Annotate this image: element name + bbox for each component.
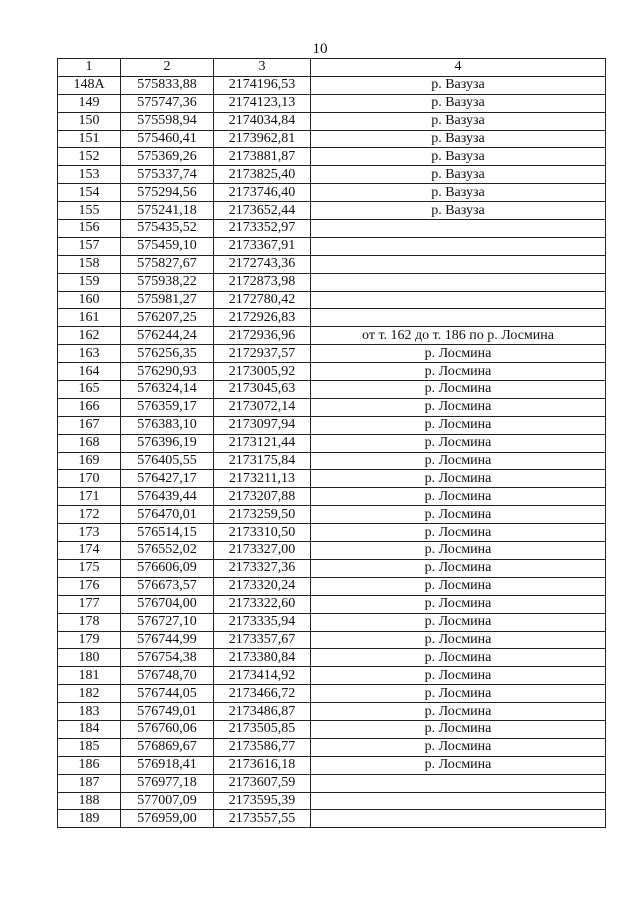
- table-row: [58, 649, 606, 667]
- y-coordinate-cell: 2173175,84: [214, 452, 311, 470]
- description-cell: р. Лосмина: [311, 595, 606, 613]
- x-coordinate-cell: 575459,10: [121, 237, 214, 255]
- table-row: [58, 452, 606, 470]
- y-coordinate-cell: 2173259,50: [214, 506, 311, 524]
- table-row: [58, 291, 606, 309]
- description-cell: р. Вазуза: [311, 94, 606, 112]
- y-coordinate-cell: 2173072,14: [214, 398, 311, 416]
- description-cell: [311, 273, 606, 291]
- x-coordinate-cell: 576760,06: [121, 720, 214, 738]
- x-coordinate-cell: 576383,10: [121, 416, 214, 434]
- point-number-cell: 161: [58, 309, 121, 327]
- table-header-row: [58, 59, 606, 77]
- x-coordinate-cell: 576754,38: [121, 649, 214, 667]
- y-coordinate-cell: 2173310,50: [214, 524, 311, 542]
- y-coordinate-cell: 2173595,39: [214, 792, 311, 810]
- point-number-cell: 149: [58, 94, 121, 112]
- x-coordinate-cell: 576869,67: [121, 738, 214, 756]
- table-row: [58, 148, 606, 166]
- point-number-cell: 154: [58, 184, 121, 202]
- table-row: [58, 756, 606, 774]
- description-cell: р. Лосмина: [311, 470, 606, 488]
- description-cell: р. Лосмина: [311, 756, 606, 774]
- x-coordinate-cell: 575981,27: [121, 291, 214, 309]
- description-cell: р. Вазуза: [311, 202, 606, 220]
- description-cell: р. Лосмина: [311, 345, 606, 363]
- y-coordinate-cell: 2172780,42: [214, 291, 311, 309]
- x-coordinate-cell: 575337,74: [121, 166, 214, 184]
- description-cell: р. Лосмина: [311, 452, 606, 470]
- y-coordinate-cell: 2173121,44: [214, 434, 311, 452]
- table-row: [58, 112, 606, 130]
- y-coordinate-cell: 2173380,84: [214, 649, 311, 667]
- point-number-cell: 189: [58, 810, 121, 828]
- y-coordinate-cell: 2173557,55: [214, 810, 311, 828]
- y-coordinate-cell: 2173486,87: [214, 703, 311, 721]
- header-y-coordinate: 3: [214, 59, 311, 77]
- y-coordinate-cell: 2172743,36: [214, 255, 311, 273]
- header-point-number: 1: [58, 59, 121, 77]
- y-coordinate-cell: 2172937,57: [214, 345, 311, 363]
- x-coordinate-cell: 576396,19: [121, 434, 214, 452]
- x-coordinate-cell: 576606,09: [121, 559, 214, 577]
- description-cell: р. Лосмина: [311, 631, 606, 649]
- table-row: [58, 792, 606, 810]
- point-number-cell: 156: [58, 220, 121, 238]
- point-number-cell: 177: [58, 595, 121, 613]
- x-coordinate-cell: 576744,05: [121, 685, 214, 703]
- x-coordinate-cell: 577007,09: [121, 792, 214, 810]
- table-row: [58, 810, 606, 828]
- point-number-cell: 151: [58, 130, 121, 148]
- y-coordinate-cell: 2173005,92: [214, 363, 311, 381]
- table-row: [58, 220, 606, 238]
- description-cell: [311, 220, 606, 238]
- point-number-cell: 166: [58, 398, 121, 416]
- point-number-cell: 168: [58, 434, 121, 452]
- x-coordinate-cell: 576439,44: [121, 488, 214, 506]
- y-coordinate-cell: 2173586,77: [214, 738, 311, 756]
- x-coordinate-cell: 576324,14: [121, 381, 214, 399]
- description-cell: р. Лосмина: [311, 577, 606, 595]
- description-cell: р. Вазуза: [311, 130, 606, 148]
- point-number-cell: 173: [58, 524, 121, 542]
- y-coordinate-cell: 2173335,94: [214, 613, 311, 631]
- header-x-coordinate: 2: [121, 59, 214, 77]
- x-coordinate-cell: 575294,56: [121, 184, 214, 202]
- description-cell: р. Лосмина: [311, 613, 606, 631]
- y-coordinate-cell: 2173322,60: [214, 595, 311, 613]
- x-coordinate-cell: 576744,99: [121, 631, 214, 649]
- table-row: [58, 488, 606, 506]
- description-cell: р. Вазуза: [311, 112, 606, 130]
- point-number-cell: 169: [58, 452, 121, 470]
- table-row: [58, 184, 606, 202]
- point-number-cell: 182: [58, 685, 121, 703]
- x-coordinate-cell: 576427,17: [121, 470, 214, 488]
- x-coordinate-cell: 576207,25: [121, 309, 214, 327]
- header-description: 4: [311, 59, 606, 77]
- point-number-cell: 188: [58, 792, 121, 810]
- description-cell: р. Лосмина: [311, 542, 606, 560]
- y-coordinate-cell: 2173414,92: [214, 667, 311, 685]
- table-row: [58, 255, 606, 273]
- x-coordinate-cell: 576748,70: [121, 667, 214, 685]
- x-coordinate-cell: 575938,22: [121, 273, 214, 291]
- point-number-cell: 186: [58, 756, 121, 774]
- description-cell: р. Лосмина: [311, 488, 606, 506]
- table-row: [58, 363, 606, 381]
- table-row: [58, 738, 606, 756]
- y-coordinate-cell: 2173207,88: [214, 488, 311, 506]
- description-cell: [311, 291, 606, 309]
- description-cell: р. Лосмина: [311, 398, 606, 416]
- table-row: [58, 542, 606, 560]
- table-row: [58, 273, 606, 291]
- table-row: [58, 559, 606, 577]
- description-cell: [311, 255, 606, 273]
- point-number-cell: 176: [58, 577, 121, 595]
- y-coordinate-cell: 2174034,84: [214, 112, 311, 130]
- table-row: [58, 613, 606, 631]
- point-number-cell: 180: [58, 649, 121, 667]
- y-coordinate-cell: 2174123,13: [214, 94, 311, 112]
- x-coordinate-cell: 576727,10: [121, 613, 214, 631]
- y-coordinate-cell: 2173962,81: [214, 130, 311, 148]
- x-coordinate-cell: 576290,93: [121, 363, 214, 381]
- coordinates-table: [57, 58, 606, 828]
- point-number-cell: 167: [58, 416, 121, 434]
- point-number-cell: 163: [58, 345, 121, 363]
- x-coordinate-cell: 576704,00: [121, 595, 214, 613]
- description-cell: [311, 237, 606, 255]
- table-row: [58, 577, 606, 595]
- table-row: [58, 470, 606, 488]
- table-row: [58, 667, 606, 685]
- table-row: [58, 327, 606, 345]
- point-number-cell: 158: [58, 255, 121, 273]
- page-number: 10: [312, 41, 328, 57]
- point-number-cell: 172: [58, 506, 121, 524]
- x-coordinate-cell: 576359,17: [121, 398, 214, 416]
- y-coordinate-cell: 2173505,85: [214, 720, 311, 738]
- point-number-cell: 183: [58, 703, 121, 721]
- y-coordinate-cell: 2173746,40: [214, 184, 311, 202]
- table-row: [58, 94, 606, 112]
- point-number-cell: 171: [58, 488, 121, 506]
- y-coordinate-cell: 2173327,36: [214, 559, 311, 577]
- x-coordinate-cell: 576470,01: [121, 506, 214, 524]
- table-row: [58, 720, 606, 738]
- x-coordinate-cell: 576959,00: [121, 810, 214, 828]
- y-coordinate-cell: 2172873,98: [214, 273, 311, 291]
- point-number-cell: 178: [58, 613, 121, 631]
- point-number-cell: 179: [58, 631, 121, 649]
- point-number-cell: 152: [58, 148, 121, 166]
- y-coordinate-cell: 2173881,87: [214, 148, 311, 166]
- table-row: [58, 398, 606, 416]
- table-row: [58, 434, 606, 452]
- point-number-cell: 164: [58, 363, 121, 381]
- x-coordinate-cell: 576514,15: [121, 524, 214, 542]
- table-row: [58, 685, 606, 703]
- y-coordinate-cell: 2173320,24: [214, 577, 311, 595]
- x-coordinate-cell: 575833,88: [121, 76, 214, 94]
- description-cell: р. Лосмина: [311, 434, 606, 452]
- y-coordinate-cell: 2173825,40: [214, 166, 311, 184]
- table-row: [58, 237, 606, 255]
- description-cell: р. Лосмина: [311, 685, 606, 703]
- table-row: [58, 166, 606, 184]
- table-row: [58, 381, 606, 399]
- point-number-cell: 185: [58, 738, 121, 756]
- table-row: [58, 202, 606, 220]
- table-row: [58, 130, 606, 148]
- description-cell: р. Лосмина: [311, 506, 606, 524]
- point-number-cell: 153: [58, 166, 121, 184]
- y-coordinate-cell: 2174196,53: [214, 76, 311, 94]
- x-coordinate-cell: 575369,26: [121, 148, 214, 166]
- description-cell: р. Вазуза: [311, 184, 606, 202]
- point-number-cell: 162: [58, 327, 121, 345]
- point-number-cell: 160: [58, 291, 121, 309]
- table-row: [58, 595, 606, 613]
- description-cell: р. Лосмина: [311, 738, 606, 756]
- x-coordinate-cell: 575241,18: [121, 202, 214, 220]
- point-number-cell: 155: [58, 202, 121, 220]
- x-coordinate-cell: 576749,01: [121, 703, 214, 721]
- description-cell: р. Лосмина: [311, 559, 606, 577]
- x-coordinate-cell: 575435,52: [121, 220, 214, 238]
- x-coordinate-cell: 576552,02: [121, 542, 214, 560]
- description-cell: [311, 774, 606, 792]
- y-coordinate-cell: 2173616,18: [214, 756, 311, 774]
- description-cell: [311, 810, 606, 828]
- table-row: [58, 416, 606, 434]
- table-row: [58, 774, 606, 792]
- description-cell: р. Вазуза: [311, 76, 606, 94]
- description-cell: р. Лосмина: [311, 416, 606, 434]
- y-coordinate-cell: 2173367,91: [214, 237, 311, 255]
- description-cell: от т. 162 до т. 186 по р. Лосмина: [311, 327, 606, 345]
- table-row: [58, 345, 606, 363]
- x-coordinate-cell: 576244,24: [121, 327, 214, 345]
- description-cell: р. Вазуза: [311, 148, 606, 166]
- y-coordinate-cell: 2173211,13: [214, 470, 311, 488]
- description-cell: р. Лосмина: [311, 703, 606, 721]
- point-number-cell: 165: [58, 381, 121, 399]
- y-coordinate-cell: 2172926,83: [214, 309, 311, 327]
- x-coordinate-cell: 576673,57: [121, 577, 214, 595]
- point-number-cell: 148А: [58, 76, 121, 94]
- point-number-cell: 159: [58, 273, 121, 291]
- description-cell: р. Лосмина: [311, 381, 606, 399]
- description-cell: р. Лосмина: [311, 363, 606, 381]
- table-row: [58, 76, 606, 94]
- y-coordinate-cell: 2173097,94: [214, 416, 311, 434]
- x-coordinate-cell: 576405,55: [121, 452, 214, 470]
- description-cell: [311, 792, 606, 810]
- x-coordinate-cell: 575598,94: [121, 112, 214, 130]
- x-coordinate-cell: 575747,36: [121, 94, 214, 112]
- description-cell: р. Лосмина: [311, 667, 606, 685]
- point-number-cell: 181: [58, 667, 121, 685]
- y-coordinate-cell: 2172936,96: [214, 327, 311, 345]
- table-body: [58, 76, 606, 827]
- x-coordinate-cell: 576977,18: [121, 774, 214, 792]
- point-number-cell: 174: [58, 542, 121, 560]
- y-coordinate-cell: 2173607,59: [214, 774, 311, 792]
- point-number-cell: 184: [58, 720, 121, 738]
- x-coordinate-cell: 575827,67: [121, 255, 214, 273]
- description-cell: [311, 309, 606, 327]
- table-row: [58, 506, 606, 524]
- y-coordinate-cell: 2173045,63: [214, 381, 311, 399]
- description-cell: р. Лосмина: [311, 524, 606, 542]
- y-coordinate-cell: 2173466,72: [214, 685, 311, 703]
- x-coordinate-cell: 576918,41: [121, 756, 214, 774]
- y-coordinate-cell: 2173652,44: [214, 202, 311, 220]
- table-row: [58, 309, 606, 327]
- y-coordinate-cell: 2173352,97: [214, 220, 311, 238]
- table-row: [58, 631, 606, 649]
- table-row: [58, 703, 606, 721]
- y-coordinate-cell: 2173357,67: [214, 631, 311, 649]
- x-coordinate-cell: 576256,35: [121, 345, 214, 363]
- point-number-cell: 170: [58, 470, 121, 488]
- point-number-cell: 175: [58, 559, 121, 577]
- point-number-cell: 150: [58, 112, 121, 130]
- y-coordinate-cell: 2173327,00: [214, 542, 311, 560]
- description-cell: р. Лосмина: [311, 649, 606, 667]
- point-number-cell: 157: [58, 237, 121, 255]
- description-cell: р. Лосмина: [311, 720, 606, 738]
- description-cell: р. Вазуза: [311, 166, 606, 184]
- table-row: [58, 524, 606, 542]
- point-number-cell: 187: [58, 774, 121, 792]
- x-coordinate-cell: 575460,41: [121, 130, 214, 148]
